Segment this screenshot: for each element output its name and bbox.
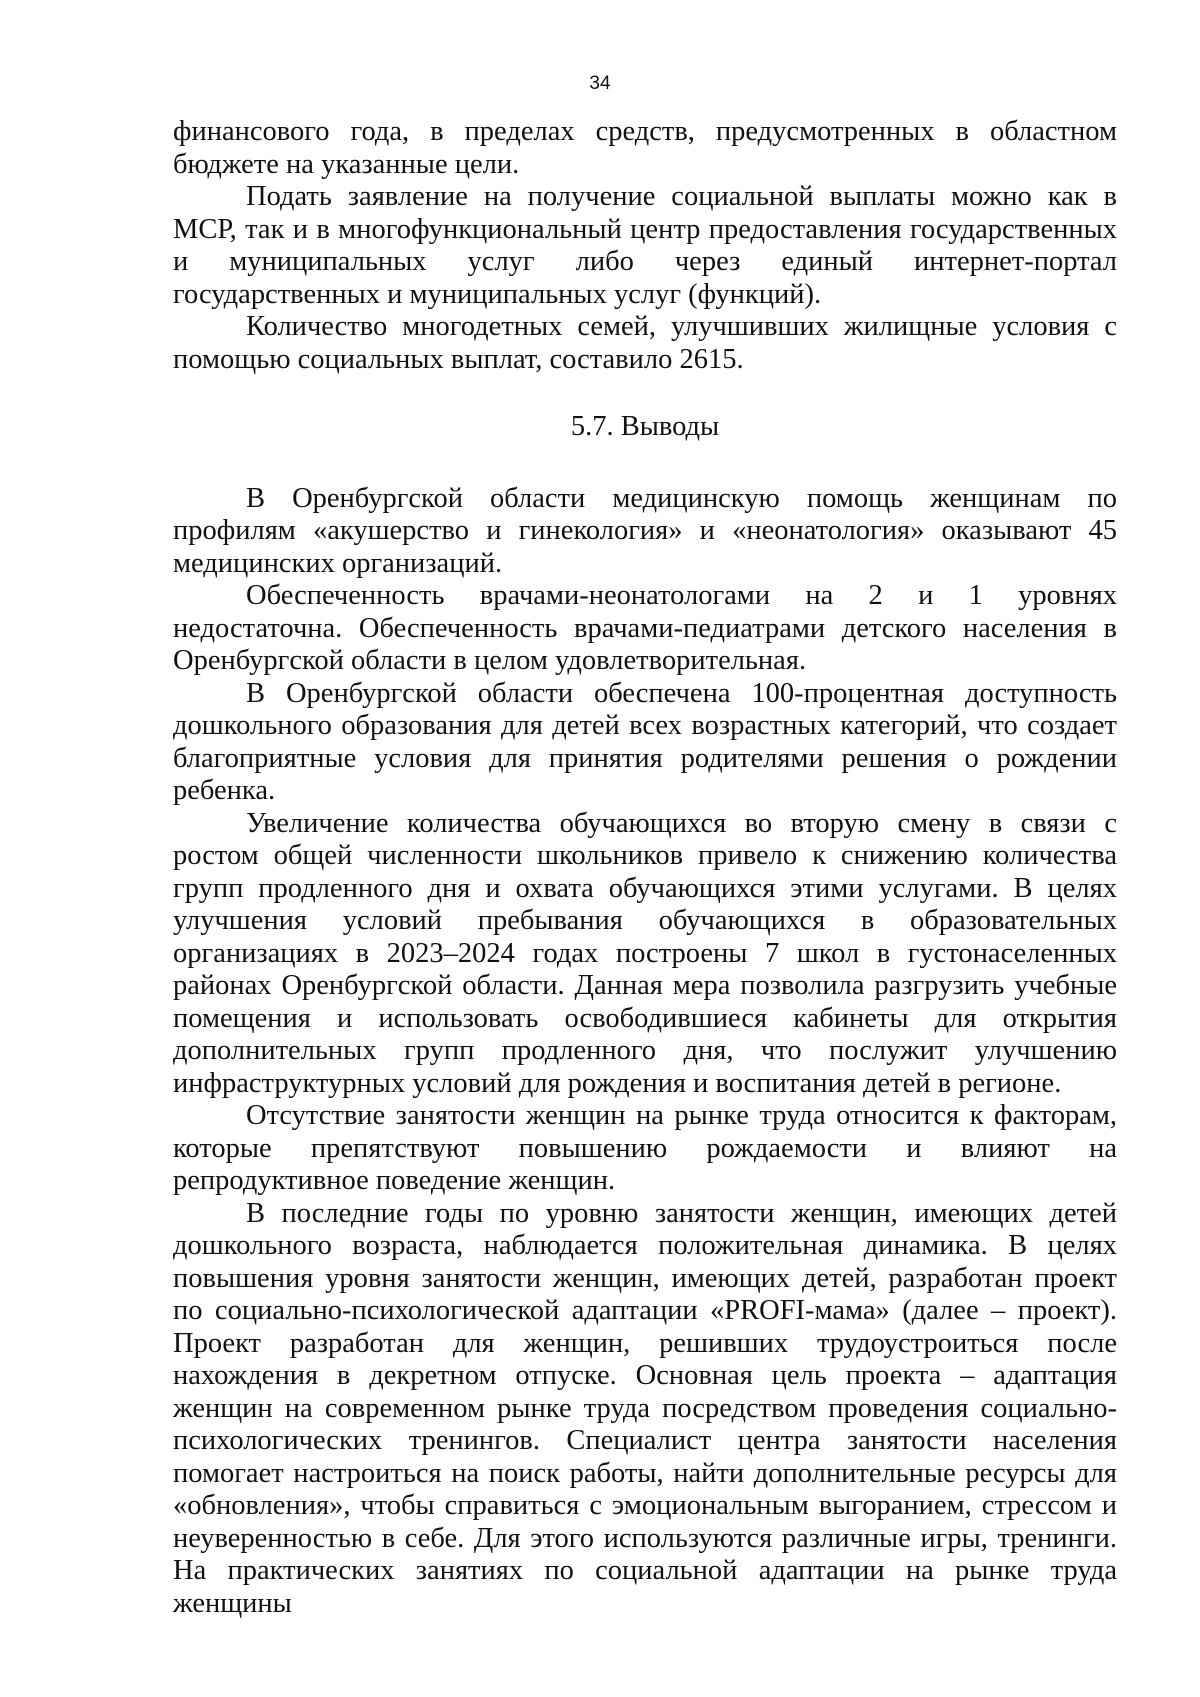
paragraph-preschool: В Оренбургской области обеспечена 100-процентная доступность дошкольного образования для детей всех возрастных категорий, что создает благоприятные условия для принятия родителями решения о рождении ребенка. bbox=[173, 677, 1117, 806]
paragraph-employment: Отсутствие занятости женщин на рынке труда относится к факторам, которые препятствуют повышению рождаемости и влияют на репродуктивное поведение женщин. bbox=[173, 1100, 1117, 1196]
paragraph-profi-mama: В последние годы по уровню занятости женщин, имеющих детей дошкольного возраста, наблюдается положительная динамика. В целях повышения уровня занятости женщин, имеющих детей, разработан проект по социально-психологической адаптации «PROFI-мама» (далее – проект). Проект разработан для женщин, решивших трудоустроиться после нахождения в декретном отпуске. Основная цель проекта – адаптация женщин на современном рынке труда посредством проведения социально-психологических тренингов. Специалист центра занятости населения помогает настроиться на поиск работы, найти дополнительные ресурсы для «обновления», чтобы справиться с эмоциональным выгоранием, стрессом и неуверенностью в себе. Для этого используются различные игры, тренинги. На практических занятиях по социальной адаптации на рынке труда женщины bbox=[173, 1197, 1117, 1619]
page-number: 34 bbox=[589, 73, 611, 94]
paragraph-schools: Увеличение количества обучающихся во вторую смену в связи с ростом общей численности школьников привело к снижению количества групп продленного дня и охвата обучающихся этими услугами. В целях улучшения условий пребывания обучающихся в образовательных организациях в 2023–2024 годах построены 7 школ в густонаселенных районах Оренбургской области. Данная мера позволила разгрузить учебные помещения и использовать освободившиеся кабинеты для открытия дополнительных групп продленного дня, что послужит улучшению инфраструктурных условий для рождения и воспитания детей в регионе. bbox=[173, 807, 1117, 1099]
paragraph-doctors-supply: Обеспеченность врачами-неонатологами на 2 и 1 уровнях недостаточна. Обеспеченность врачами-педиатрами детского населения в Оренбургской области в целом удовлетворительная. bbox=[173, 580, 1117, 676]
paragraph-application: Подать заявление на получение социальной выплаты можно как в МСР, так и в многофункциональный центр предоставления государственных и муниципальных услуг либо через единый интернет-портал государственных и муниципальных услуг (функций). bbox=[173, 181, 1117, 310]
document-body bbox=[173, 116, 1117, 1620]
paragraph-medical-orgs: В Оренбургской области медицинскую помощь женщинам по профилям «акушерство и гинекология» и «неонатология» оказывают 45 медицинских организаций. bbox=[173, 482, 1117, 579]
section-heading: 5.7. Выводы bbox=[570, 411, 720, 442]
paragraph-families-count: Количество многодетных семей, улучшивших жилищные условия с помощью социальных выплат, составило 2615. bbox=[173, 311, 1117, 375]
paragraph-continuation: финансового года, в пределах средств, предусмотренных в областном бюджете на указанные цели. bbox=[173, 116, 1117, 180]
